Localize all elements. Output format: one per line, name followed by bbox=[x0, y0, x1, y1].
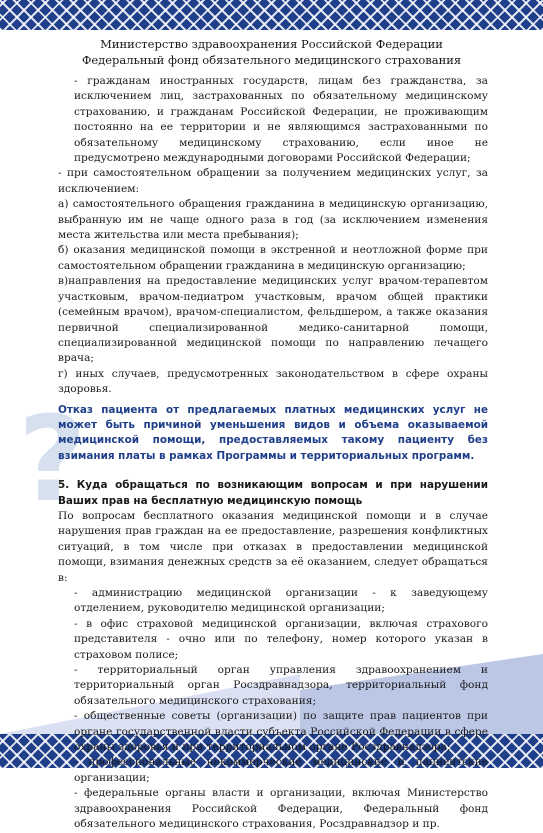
section-5-heading: 5. Куда обращаться по возникающим вопросам и при нарушении Ваших прав на бесплатную медицинскую помощь bbox=[58, 479, 488, 507]
contact-item: - общественные советы (организации) по защите прав пациентов при органе государственной власти субъекта Российской Федерации в сфере охраны здоровья и при территориальном органе Росздравнадзора; bbox=[74, 710, 488, 754]
page-header bbox=[0, 36, 543, 68]
contact-item: - администрацию медицинской организации - к заведующему отделением, руководителю медицинской организации; bbox=[74, 587, 488, 615]
paragraph-foreign-citizens: - гражданам иностранных государств, лицам без гражданства, за исключением лиц, застрахованных по обязательному медицинскому страхованию, и гражданам Российской Федерации, не проживающим постоянно на ее территории и не являющимся застрахованными по обязательному медицинскому страхованию, если иное не предусмотрено международными договорами Российской Федерации; bbox=[74, 75, 488, 165]
fund-title: Федеральный фонд обязательного медицинского страхования bbox=[81, 53, 462, 67]
section-5-intro: По вопросам бесплатного оказания медицинской помощи и в случае нарушения прав граждан на ее предоставление, разрешения конфликтных ситуаций, в том числе при отказах в предоставлении медицинской помощи, взимания денежных средств за её оказанием, следует обращаться в: bbox=[58, 509, 488, 584]
refusal-note: Отказ пациента от предлагаемых платных медицинских услуг не может быть причиной уменьшения видов и объема оказываемой медицинской помощи, предоставляемых такому пациенту без взимания платы в рамках Программы и территориальных программ. bbox=[58, 403, 488, 462]
ministry-title: Министерство здравоохранения Российской Федерации bbox=[100, 37, 443, 51]
exception-a: а) самостоятельного обращения гражданина в медицинскую организацию, выбранную им не чаще одного раза в год (за исключением изменения места жительства или места пребывания); bbox=[58, 198, 488, 242]
document-body bbox=[58, 74, 488, 833]
exception-d: г) иных случаев, предусмотренных законодательством в сфере охраны здоровья. bbox=[58, 367, 488, 396]
paragraph-self-referral: - при самостоятельном обращении за получением медицинских услуг, за исключением: bbox=[58, 167, 488, 195]
contact-item: - территориальный орган управления здравоохранением и территориальный орган Росздравнадзора, территориальный фонд обязательного медицинского страхования; bbox=[74, 664, 488, 707]
question-mark-decoration: ? bbox=[18, 390, 87, 528]
exception-b: б) оказания медицинской помощи в экстренной и неотложной форме при самостоятельном обращении гражданина в медицинскую организацию; bbox=[58, 244, 488, 272]
exception-c: в)направления на предоставление медицинских услуг врачом-терапевтом участковым, врачом-педиатром участковым, врачом общей практики (семейным врачом), врачом-специалистом, фельдшером, а также оказания первичной специализированной медико-санитарной помощи, специализированной медицинской помощи по направлению лечащего врача; bbox=[58, 275, 488, 365]
top-decorative-band bbox=[0, 0, 543, 30]
contact-item: - профессиональные некоммерческие медицинские и пациентские организации; bbox=[74, 756, 488, 784]
contact-item: - федеральные органы власти и организации, включая Министерство здравоохранения Российской Федерации, Федеральный фонд обязательного медицинского страхования, Росздравнадзор и пр. bbox=[74, 787, 488, 831]
contact-item: - в офис страховой медицинской организации, включая страхового представителя - очно или по телефону, номер которого указан в страховом полисе; bbox=[74, 617, 488, 661]
